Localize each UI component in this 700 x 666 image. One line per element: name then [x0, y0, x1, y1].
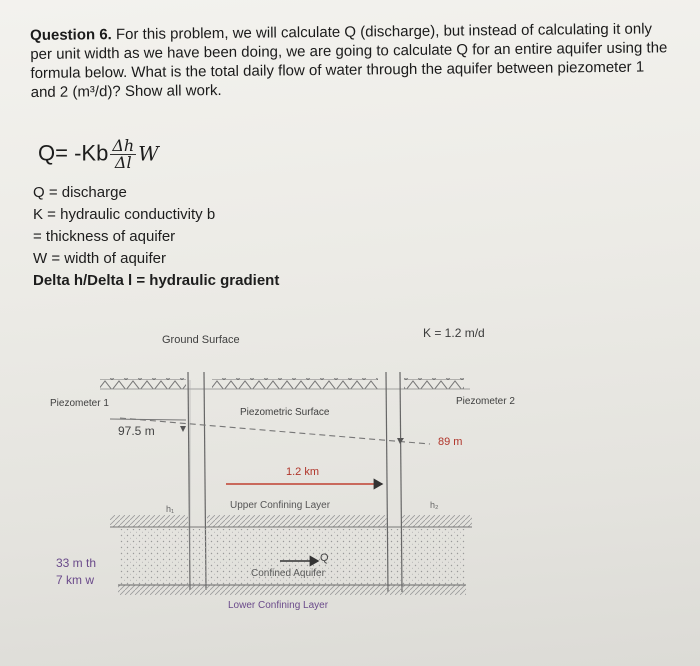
- head-2-label: 89 m: [438, 436, 463, 448]
- k-value-label: K = 1.2 m/d: [423, 326, 485, 340]
- fraction-numerator: Δh: [112, 136, 135, 155]
- water-level-marker-2: [397, 438, 404, 444]
- piezometric-surface-line: [120, 418, 430, 444]
- lower-confining-label: Lower Confining Layer: [228, 600, 329, 611]
- aquifer-thickness-label: 33 m th: [56, 556, 97, 570]
- upper-layer-left: [110, 515, 188, 527]
- formula-lhs: Q= -Kb: [38, 140, 109, 166]
- question-body: For this problem, we will calculate Q (discharge), but instead of calculating it only per unit width as we have been doing, we are going to calculate Q for an entire aquifer using the formula below. What is the total daily flow of water through the aquifer between piezometer 1 and 2 (m³/d)? Show all work.: [30, 20, 668, 101]
- fraction-denominator: Δl: [114, 153, 132, 172]
- ground-surface-right: [404, 378, 464, 389]
- lower-layer-hatch: [118, 585, 466, 595]
- upper-confining-label: Upper Confining Layer: [230, 500, 331, 511]
- definition-item: K = hydraulic conductivity b: [33, 206, 216, 223]
- formula-width-term: W: [138, 141, 159, 166]
- ground-surface-middle: [212, 378, 378, 389]
- definition-item: Delta h/Delta l = hydraulic gradient: [33, 272, 280, 289]
- water-level-marker-1: [180, 426, 186, 432]
- ground-surface-label: Ground Surface: [162, 334, 240, 346]
- aquifer-width-label: 7 km w: [56, 573, 95, 587]
- definition-item: Q = discharge: [33, 184, 127, 201]
- h2-label: h₂: [430, 500, 439, 510]
- definition-item: = thickness of aquifer: [33, 228, 176, 245]
- ground-surface-left: [100, 378, 186, 389]
- piezometric-surface-label: Piezometric Surface: [240, 407, 330, 418]
- definition-item: W = width of aquifer: [33, 250, 166, 267]
- confined-aquifer-label: Confined Aquifer: [251, 568, 325, 579]
- piezometer-2-label: Piezometer 2: [456, 396, 515, 407]
- question-number: Question 6.: [30, 26, 112, 44]
- piezometer-1-label: Piezometer 1: [50, 398, 109, 409]
- upper-layer-right: [402, 515, 472, 527]
- q-arrow-label: Q: [320, 552, 329, 564]
- head-1-label: 97.5 m: [118, 424, 155, 438]
- distance-label: 1.2 km: [286, 466, 320, 478]
- h1-label: h₁: [166, 504, 175, 514]
- upper-layer-middle: [207, 515, 387, 527]
